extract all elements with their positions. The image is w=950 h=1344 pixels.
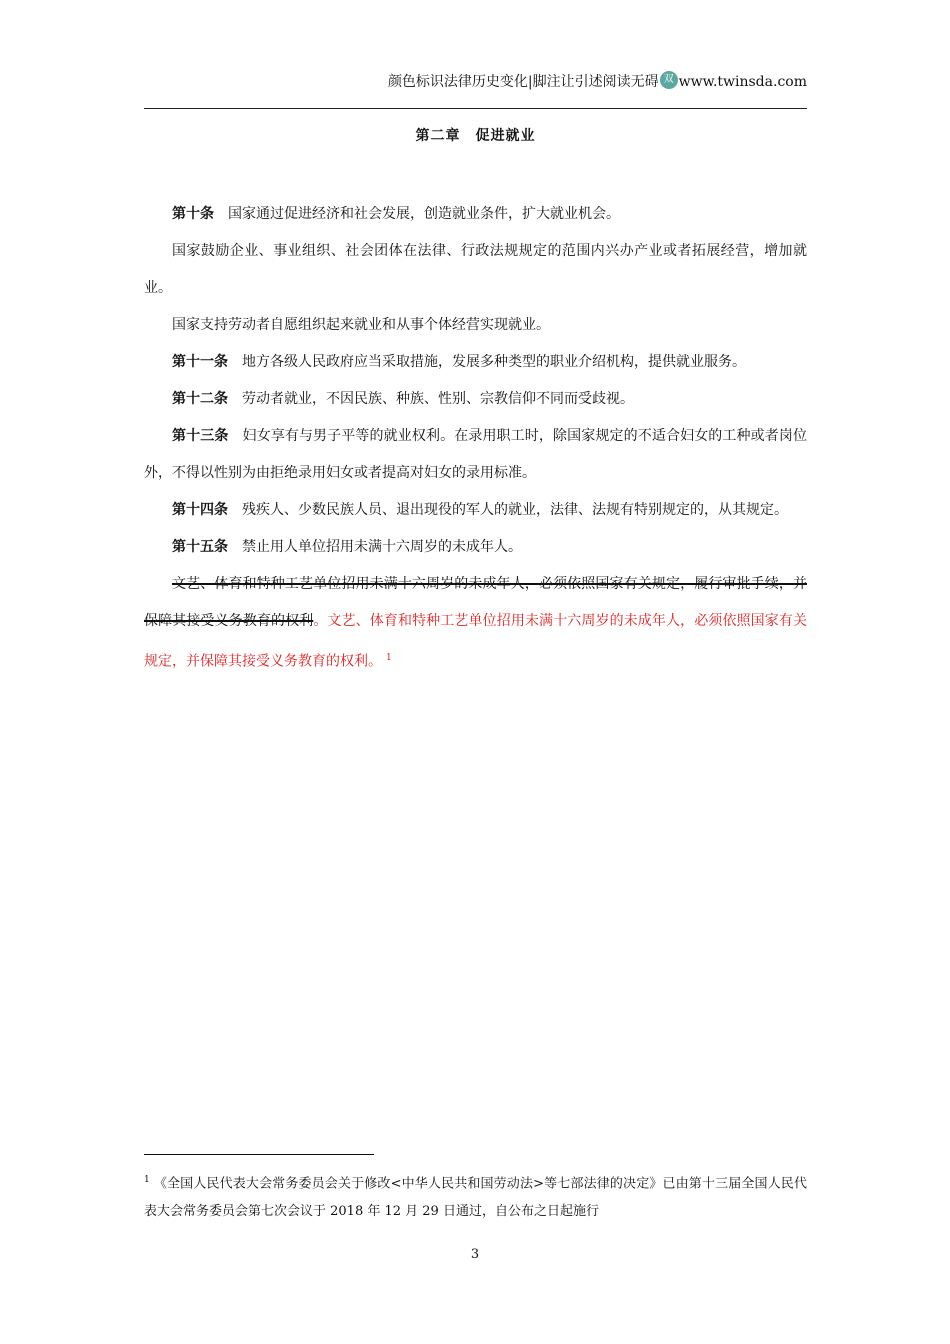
footnote-mark: 1 (144, 1175, 150, 1185)
article-number: 第十一条 (172, 354, 228, 370)
inserted-text: 。文艺、体育和特种工艺单位招用未满十六周岁的未成年人，必须依照国家有关规定，并保障其接受义务教育的权利。 (144, 613, 808, 670)
document-body (144, 196, 807, 681)
paragraph (144, 418, 807, 492)
chapter-title: 第二章 促进就业 (415, 128, 536, 144)
twinsda-logo-icon: 双 (660, 71, 678, 89)
article-number: 第十五条 (172, 539, 228, 555)
article-number: 第十二条 (172, 391, 228, 407)
page-header (388, 72, 807, 92)
footnote (144, 1166, 807, 1226)
deleted-text: 文艺、体育和特种工艺单位招用未满十六周岁的未成年人，必须依照国家有关规定，履行审批手续，并保障其接受义务教育的权利 (144, 576, 807, 629)
footnote-divider (144, 1154, 374, 1155)
article-text: 国家鼓励企业、事业组织、社会团体在法律、行政法规规定的范围内兴办产业或者拓展经营，增加就业。 (144, 243, 807, 296)
paragraph (144, 233, 807, 307)
article-text: 劳动者就业，不因民族、种族、性别、宗教信仰不同而受歧视。 (242, 391, 634, 407)
footnote-reference-link[interactable]: 1 (386, 653, 392, 663)
page-number: 3 (470, 1247, 480, 1262)
paragraph (144, 196, 807, 233)
paragraph (144, 529, 807, 566)
article-text: 国家通过促进经济和社会发展，创造就业条件，扩大就业机会。 (228, 206, 620, 222)
amended-paragraph (144, 566, 807, 681)
header-divider (144, 108, 807, 109)
article-text: 国家支持劳动者自愿组织起来就业和从事个体经营实现就业。 (172, 317, 550, 333)
article-number: 第十四条 (172, 502, 228, 518)
paragraph (144, 381, 807, 418)
article-text: 地方各级人民政府应当采取措施，发展多种类型的职业介绍机构，提供就业服务。 (242, 354, 746, 370)
header-url-link[interactable]: www.twinsda.com (678, 74, 807, 90)
article-text: 残疾人、少数民族人员、退出现役的军人的就业，法律、法规有特别规定的，从其规定。 (242, 502, 788, 518)
article-text: 妇女享有与男子平等的就业权利。在录用职工时，除国家规定的不适合妇女的工种或者岗位外，不得以性别为由拒绝录用妇女或者提高对妇女的录用标准。 (144, 428, 808, 481)
paragraph (144, 492, 807, 529)
paragraph (144, 344, 807, 381)
footnote-text: 《全国人民代表大会常务委员会关于修改<中华人民共和国劳动法>等七部法律的决定》已由第十三届全国人民代表大会常务委员会第七次会议于 2018 年 12 月 29 日通过，自公布之日起施行 (144, 1176, 807, 1220)
article-number: 第十条 (172, 206, 214, 222)
paragraph (144, 307, 807, 344)
article-number: 第十三条 (172, 428, 229, 444)
header-tagline: 颜色标识法律历史变化|脚注让引述阅读无碍 (387, 74, 659, 90)
article-text: 禁止用人单位招用未满十六周岁的未成年人。 (242, 539, 522, 555)
